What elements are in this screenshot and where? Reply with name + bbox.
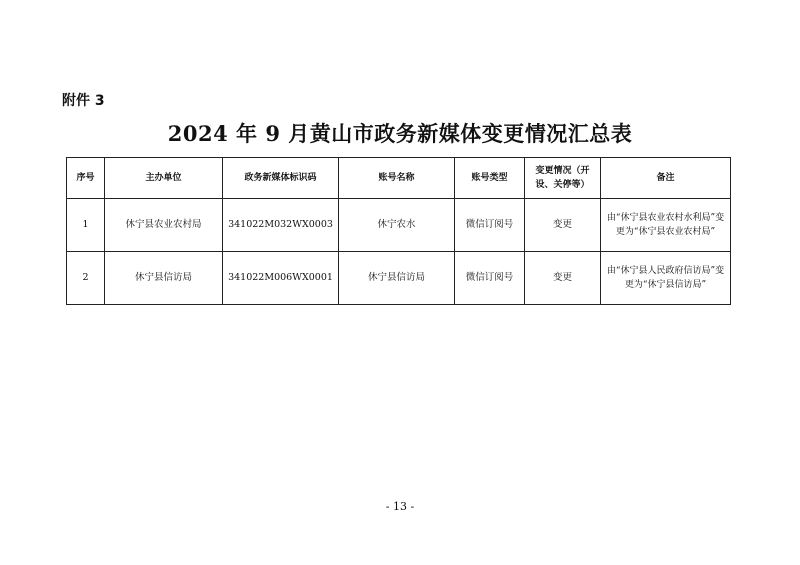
header-remark: 备注 — [601, 158, 731, 199]
page-title: 2024 年 9 月黄山市政务新媒体变更情况汇总表 — [167, 121, 633, 146]
table-row — [67, 199, 731, 252]
header-code: 政务新媒体标识码 — [223, 158, 339, 199]
table-row — [67, 252, 731, 305]
header-account-name: 账号名称 — [339, 158, 455, 199]
cell-account-type: 微信订阅号 — [455, 252, 525, 305]
header-change: 变更情况（开设、关停等） — [525, 158, 601, 199]
cell-index: 1 — [67, 199, 105, 252]
cell-index: 2 — [67, 252, 105, 305]
cell-account-name: 休宁县信访局 — [339, 252, 455, 305]
cell-account-name: 休宁农水 — [339, 199, 455, 252]
header-index: 序号 — [67, 158, 105, 199]
cell-code: 341022M032WX0003 — [223, 199, 339, 252]
cell-remark: 由“休宁县农业农村水利局”变更为“休宁县农业农村局” — [601, 199, 731, 252]
attachment-label: 附件 3 — [62, 93, 105, 109]
cell-code: 341022M006WX0001 — [223, 252, 339, 305]
summary-table — [66, 157, 731, 305]
table-header-row — [67, 158, 731, 199]
cell-change: 变更 — [525, 199, 601, 252]
cell-remark: 由“休宁县人民政府信访局”变更为“休宁县信访局” — [601, 252, 731, 305]
header-unit: 主办单位 — [105, 158, 223, 199]
cell-account-type: 微信订阅号 — [455, 199, 525, 252]
cell-unit: 休宁县信访局 — [105, 252, 223, 305]
page-number: - 13 - — [385, 500, 415, 513]
cell-change: 变更 — [525, 252, 601, 305]
header-account-type: 账号类型 — [455, 158, 525, 199]
cell-unit: 休宁县农业农村局 — [105, 199, 223, 252]
